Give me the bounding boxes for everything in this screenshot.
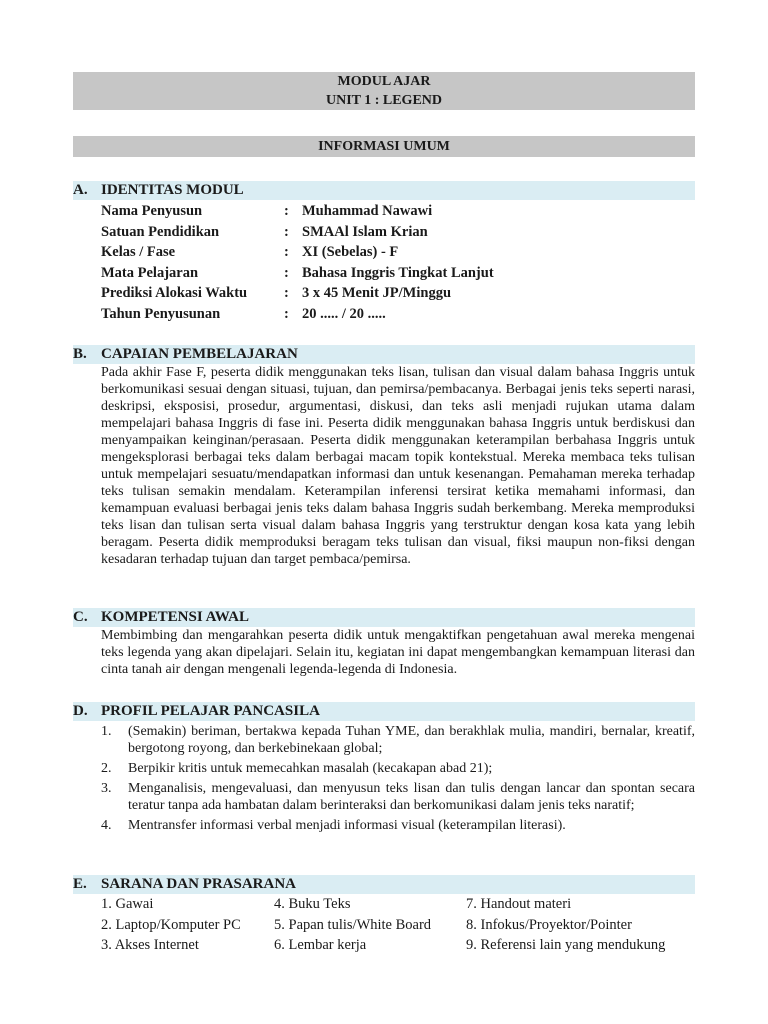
- facility-item: 5. Papan tulis/White Board: [274, 916, 432, 933]
- section-letter: D.: [73, 703, 88, 719]
- module-title: MODUL AJAR: [337, 74, 431, 89]
- section-identitas: [73, 181, 695, 324]
- list-text: Berpikir kritis untuk memecahkan masalah (kecakapan abad 21);: [128, 761, 493, 776]
- list-item: [101, 723, 695, 757]
- facility-item: 4. Buku Teks: [274, 896, 351, 912]
- list-text: (Semakin) beriman, bertakwa kepada Tuhan YME, dan berakhlak mulia, mandiri, bernalar, kreatif, bergotong royong, dan berkebinekaan global;: [128, 724, 695, 756]
- list-number: 3.: [101, 781, 112, 796]
- identity-value: SMAAl Islam Krian: [302, 223, 428, 240]
- list-number: 4.: [101, 818, 112, 833]
- identity-value: 3 x 45 Menit JP/Minggu: [302, 285, 452, 301]
- facility-item: 8. Infokus/Proyektor/Pointer: [466, 916, 632, 933]
- identity-colon: :: [284, 223, 289, 240]
- identity-value: Muhammad Nawawi: [302, 203, 433, 219]
- section-capaian: [73, 345, 695, 568]
- identity-value: XI (Sebelas) - F: [302, 244, 399, 260]
- facility-item: 3. Akses Internet: [101, 937, 199, 953]
- section-header: [73, 181, 695, 200]
- section-header: [73, 875, 695, 894]
- section-body: Membimbing dan mengarahkan peserta didik untuk mengaktifkan pengetahuan awal mereka mengenai teks legenda yang akan dipelajari. Selain itu, kegiatan ini dapat mengembangkan kemampuan literasi dan cinta tanah air dengan mengenali legenda-legenda di Indonesia.: [101, 628, 695, 677]
- identity-label: Satuan Pendidikan: [101, 223, 220, 240]
- profile-list: [101, 723, 695, 834]
- identity-label: Mata Pelajaran: [101, 264, 199, 281]
- identity-row: [101, 304, 695, 325]
- section-header: [73, 702, 695, 721]
- identity-value: Bahasa Inggris Tingkat Lanjut: [302, 264, 494, 281]
- identity-row: [101, 222, 695, 243]
- section-letter: E.: [73, 876, 87, 892]
- identity-colon: :: [284, 203, 289, 219]
- identity-label: Kelas / Fase: [101, 244, 176, 260]
- facility-item: 1. Gawai: [101, 896, 154, 912]
- identity-colon: :: [284, 244, 289, 260]
- list-item: [101, 817, 695, 834]
- identity-label: Nama Penyusun: [101, 203, 203, 219]
- list-item: [101, 760, 695, 777]
- list-number: 2.: [101, 761, 112, 776]
- list-text: Menganalisis, mengevaluasi, dan menyusun teks lisan dan tulis dengan lancar dan spontan secara teratur tanpa ada hambatan dalam berinteraksi dan berkomunikasi dalam jenis teks naratif;: [128, 781, 695, 813]
- title-band: [73, 72, 695, 110]
- identity-row: [101, 263, 695, 284]
- section-header: [73, 608, 695, 627]
- section-profil: [73, 702, 695, 837]
- unit-title: UNIT 1 : LEGEND: [325, 93, 443, 108]
- section-body: Pada akhir Fase F, peserta didik menggunakan teks lisan, tulisan dan visual dalam bahasa Inggris untuk berkomunikasi sesuai dengan situasi, tujuan, dan pemirsa/pembacanya. Berbagai jenis teks seperti narasi, deskripsi, eksposisi, prosedur, argumentasi, diskusi, dan teks asli menjadi rujukan utama dalam mempelajari bahasa Inggris di fase ini. Peserta didik menggunakan bahasa Inggris untuk berdiskusi dan menyampaikan keinginan/perasaan. Peserta didik menggunakan keterampilan berbahasa Inggris untuk mengeksplorasi berbagai teks dalam berbagai macam topik kontekstual. Mereka membaca teks tulisan untuk mempelajari sesuatu/mendapatkan informasi dan untuk kesenangan. Pemahaman mereka terhadap teks tulisan semakin mendalam. Keterampilan inferensi tersirat ketika memahami informasi, dan kemampuan evaluasi berbagai jenis teks dalam bahasa Inggris sudah berkembang. Mereka memproduksi teks lisan dan tulisan serta visual dalam bahasa Inggris yang terstruktur dengan kosa kata yang lebih beragam. Peserta didik memproduksi beragam teks tulisan dan visual, fiksi maupun non-fiksi dengan kesadaran terhadap tujuan dan target pembaca/pemirsa.: [101, 365, 695, 567]
- section-title: KOMPETENSI AWAL: [101, 609, 249, 625]
- facility-item: 2. Laptop/Komputer PC: [101, 916, 241, 933]
- list-item: [101, 780, 695, 814]
- identity-label: Prediksi Alokasi Waktu: [101, 285, 248, 301]
- list-number: 1.: [101, 724, 112, 739]
- identity-table: [73, 201, 695, 324]
- section-letter: C.: [73, 609, 88, 625]
- facility-item: 9. Referensi lain yang mendukung: [466, 937, 666, 953]
- section-title: IDENTITAS MODUL: [101, 182, 244, 198]
- facilities-grid: [101, 894, 695, 956]
- identity-colon: :: [284, 285, 289, 301]
- identity-value: 20 ..... / 20 .....: [302, 305, 386, 322]
- section-letter: B.: [73, 346, 87, 362]
- section-sarana: [73, 875, 695, 956]
- identity-colon: :: [284, 305, 289, 322]
- identity-label: Tahun Penyusunan: [101, 305, 221, 322]
- section-letter: A.: [73, 182, 88, 198]
- facility-item: 6. Lembar kerja: [274, 937, 367, 953]
- identity-colon: :: [284, 264, 289, 281]
- section-header: [73, 345, 695, 364]
- info-title: INFORMASI UMUM: [318, 139, 450, 154]
- section-title: SARANA DAN PRASARANA: [101, 876, 297, 892]
- info-band: [73, 136, 695, 157]
- section-kompetensi: [73, 608, 695, 678]
- facility-item: 7. Handout materi: [466, 896, 572, 912]
- identity-row: [101, 283, 695, 304]
- section-title: PROFIL PELAJAR PANCASILA: [101, 703, 320, 719]
- list-text: Mentransfer informasi verbal menjadi informasi visual (keterampilan literasi).: [128, 818, 566, 833]
- identity-row: [101, 201, 695, 222]
- identity-row: [101, 242, 695, 263]
- section-title: CAPAIAN PEMBELAJARAN: [101, 346, 298, 362]
